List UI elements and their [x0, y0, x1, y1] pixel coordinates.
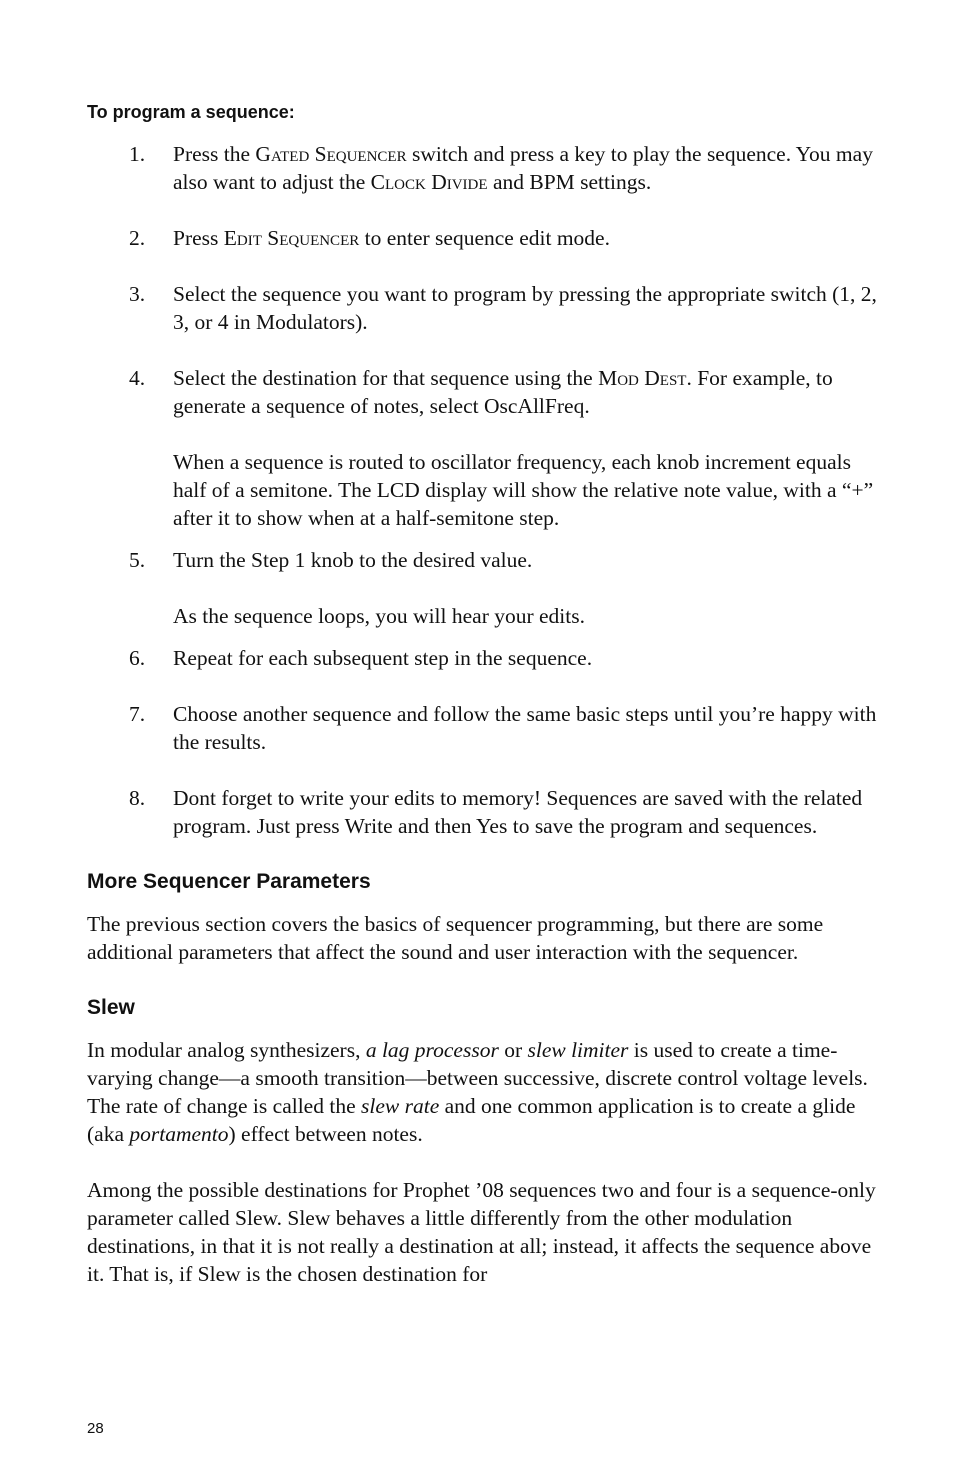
step-note: As the sequence loops, you will hear your edits.: [173, 604, 585, 628]
paragraph: Among the possible destinations for Prophet ’08 sequences two and four is a sequence-only parameter called Slew. Slew behaves a little differently from the other modulation destinations, in that it is not really a destination at all; instead, it affects the sequence above it. That is, if Slew is the chosen destination for: [87, 1178, 876, 1286]
list-item: 4. Select the destination for that sequence using the Mod Dest. For example, to generate a sequence of notes, select OscAllFreq. When a sequence is routed to oscillator frequency, each knob increment equals half of a semitone. The LCD display will show the relative note value, with a “+” after it to show when at a half-semitone step.: [87, 364, 877, 532]
control-name: Gated Sequencer: [255, 142, 407, 166]
section-heading-slew: Slew: [87, 996, 135, 1019]
section-heading-more-sequencer-parameters: More Sequencer Parameters: [87, 870, 371, 893]
term: slew rate: [361, 1094, 440, 1118]
page-number: 28: [87, 1420, 104, 1437]
list-item: 7. Choose another sequence and follow the same basic steps until you’re happy with the results.: [129, 702, 877, 754]
procedure-steps: [87, 140, 877, 840]
term: portamento: [129, 1122, 229, 1146]
term: slew limiter: [527, 1038, 629, 1062]
list-item: 2. Press Edit Sequencer to enter sequence edit mode.: [129, 226, 610, 250]
manual-page: [87, 100, 877, 1288]
control-name: Mod Dest: [598, 366, 687, 390]
procedure-heading: To program a sequence:: [87, 102, 295, 122]
list-item: 3. Select the sequence you want to program by pressing the appropriate switch (1, 2, 3, or 4 in Modulators).: [129, 282, 877, 334]
list-item: 5. Turn the Step 1 knob to the desired value. As the sequence loops, you will hear your edits.: [87, 546, 877, 630]
term: a lag processor: [365, 1038, 499, 1062]
paragraph: In modular analog synthesizers, a lag processor or slew limiter is used to create a time-varying change—a smooth transition—between successive, discrete control voltage levels. The rate of change is called the slew rate and one common application is to create a glide (aka portamento) effect between notes.: [87, 1038, 868, 1146]
list-item: 6. Repeat for each subsequent step in the sequence.: [129, 646, 593, 670]
control-name: Edit Sequencer: [223, 226, 360, 250]
paragraph: The previous section covers the basics of sequencer programming, but there are some additional parameters that affect the sound and user interaction with the sequencer.: [87, 912, 824, 964]
step-note: When a sequence is routed to oscillator frequency, each knob increment equals half of a semitone. The LCD display will show the relative note value, with a “+” after it to show when at a half-semitone step.: [173, 450, 874, 530]
list-item: 1. Press the Gated Sequencer switch and press a key to play the sequence. You may also want to adjust the Clock Divide and BPM settings.: [129, 142, 873, 194]
control-name: Clock Divide: [370, 170, 488, 194]
list-item: 8. Dont forget to write your edits to memory! Sequences are saved with the related program. Just press Write and then Yes to save the program and sequences.: [129, 786, 863, 838]
